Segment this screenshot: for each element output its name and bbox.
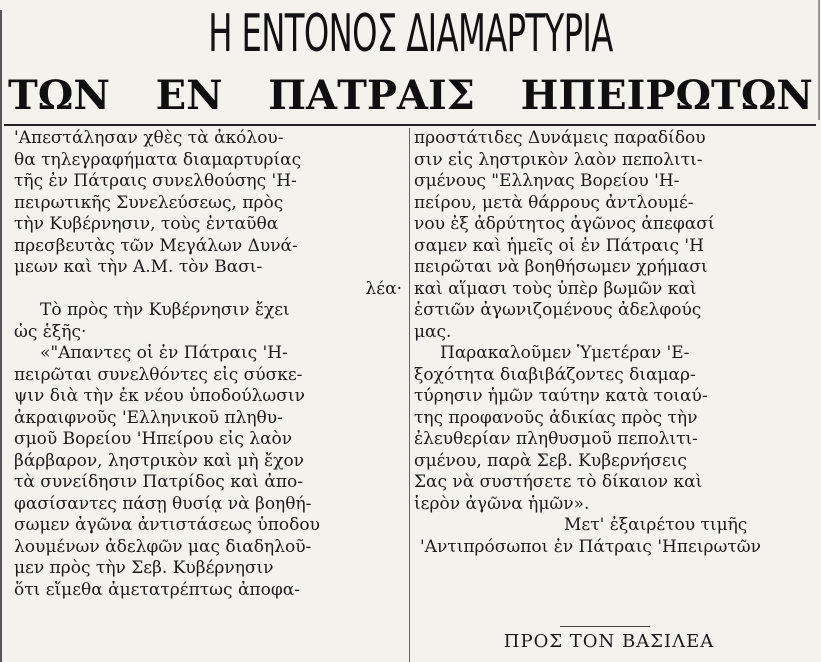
text-line: σμένου, παρὰ Σεβ. Κυβερνήσεις (414, 450, 687, 471)
text-line: 'Απεστάλησαν χθὲς τὰ ἀκόλου- (14, 128, 284, 148)
article-column-right (414, 128, 804, 558)
text-line: νου ἐξ ἀδρύτητος ἀγῶνος ἀπεφασί (414, 214, 715, 234)
text-line: πείρου, μετὰ θάρρους ἀντλουμέ- (414, 192, 694, 213)
text-line: ἱερὸν ἀγῶνα ἡμῶν». (414, 493, 590, 514)
headline: Η ΕΝΤΟΝΟΣ ΔΙΑΜΑΡΤΥΡΙΑ (208, 4, 613, 64)
text-line: μας. (414, 321, 452, 342)
text-line: σιν εἰς ληστρικὸν λαὸν πεπολιτι- (414, 149, 703, 170)
text-line: ὡς ἑξῆς· (14, 321, 87, 342)
page-edge-right (818, 0, 820, 120)
text-line: μεων καὶ τὴν Α.Μ. τὸν Βασι- (14, 257, 263, 277)
subhead-word: ΕΝ (155, 72, 223, 119)
column-divider (409, 128, 410, 662)
text-line: μεν πρὸς τὴν Σεβ. Κυβέρνησιν (14, 558, 274, 578)
text-line: τὴν Κυβέρνησιν, τοὺς ἐνταῦθα (14, 214, 279, 234)
text-line: πρεσβευτὰς τῶν Μεγάλων Δυνά- (14, 235, 298, 256)
text-line: πειρῶται νὰ βοηθήσωμεν χρήμασι (414, 257, 708, 277)
text-line: πειρῶται συνελθόντες εἰς σύσκε- (14, 364, 303, 385)
subhead-word: ΗΠΕΙΡΩΤΩΝ (520, 72, 813, 119)
section-heading: ΠΡΟΣ ΤΟΝ ΒΑΣΙΛΕΑ (503, 631, 715, 652)
text-line: ψιν διὰ τὴν ἐκ νέου ὑποδούλωσιν (14, 386, 305, 406)
text-line: «"Απαντες οἱ ἐν Πάτραις 'Η- (40, 343, 288, 363)
text-line: φασίσαντες πάσῃ θυσίᾳ νὰ βοηθή- (14, 493, 312, 514)
text-line: τῆς ἐν Πάτραις συνελθούσης 'Η- (14, 171, 297, 191)
text-line: σμοῦ Βορείου 'Ηπείρου εἰς λαὸν (14, 429, 293, 449)
page-edge-left (0, 10, 2, 662)
text-line: ξοχότητα διαβιβάζοντες διαμαρ- (414, 364, 696, 385)
signature-line: 'Αντιπρόσωποι ἐν Πάτραις 'Ηπειρωτῶν (420, 536, 761, 557)
text-line: ἐλευθερίαν πληθυσμοῦ πεπολιτι- (414, 429, 698, 449)
text-line: τύρησιν ἡμῶν ταύτην κατὰ τοιαύ- (414, 386, 708, 406)
text-line: Σας νὰ συστήσετε τὸ δίκαιον καὶ (414, 472, 703, 492)
text-line: βάρβαρον, ληστρικὸν καὶ μὴ ἔχον (14, 450, 305, 471)
text-line: σμένους "Ελληνας Βορείου 'Η- (414, 171, 680, 191)
text-line: καὶ αἵμασι τοὺς ὑπὲρ βωμῶν καὶ (414, 278, 697, 299)
text-line: Παρακαλοῦμεν Ὑμετέραν 'Ε- (440, 343, 690, 363)
text-line: σαμεν καὶ ἡμεῖς οἱ ἐν Πάτραις 'Η (414, 235, 704, 256)
text-line: Τὸ πρὸς τὴν Κυβέρνησιν ἔχει (40, 300, 290, 320)
article-column-left (14, 128, 402, 601)
text-line: τὰ συνείδησιν Πατρίδος καὶ ἀπο- (14, 472, 304, 492)
subhead-word: ΠΑΤΡΑΙΣ (268, 72, 475, 119)
text-line: ἑστιῶν ἀγωνιζομένους ἀδελφούς (414, 300, 702, 320)
text-line: ὅτι εἴμεθα ἀμετατρέπτως ἀποφα- (14, 579, 300, 600)
text-line: λέα· (365, 278, 402, 299)
section-rule (560, 626, 650, 627)
text-line: σωμεν ἀγῶνα ἀντιστάσεως ὑποδου (14, 515, 320, 535)
subhead-word: ΤΩΝ (8, 72, 110, 119)
text-line: της προφανοῦς ἀδικίας πρὸς τὴν (414, 407, 698, 428)
text-line: ἀκραιφνοῦς 'Ελληνικοῦ πληθυ- (14, 407, 283, 428)
text-line: λουμένων ἀδελφῶν μας διαδηλοῦ- (14, 536, 312, 557)
closing-salutation: Μετ' ἐξαιρέτου τιμῆς (564, 515, 748, 535)
subheadline (8, 68, 813, 124)
text-line: πειρωτικῆς Συνελεύσεως, πρὸς (14, 192, 284, 213)
text-line: προστάτιδες Δυνάμεις παραδίδου (414, 128, 706, 148)
header-rule (4, 124, 816, 126)
text-line: θα τηλεγραφήματα διαμαρτυρίας (14, 149, 302, 170)
